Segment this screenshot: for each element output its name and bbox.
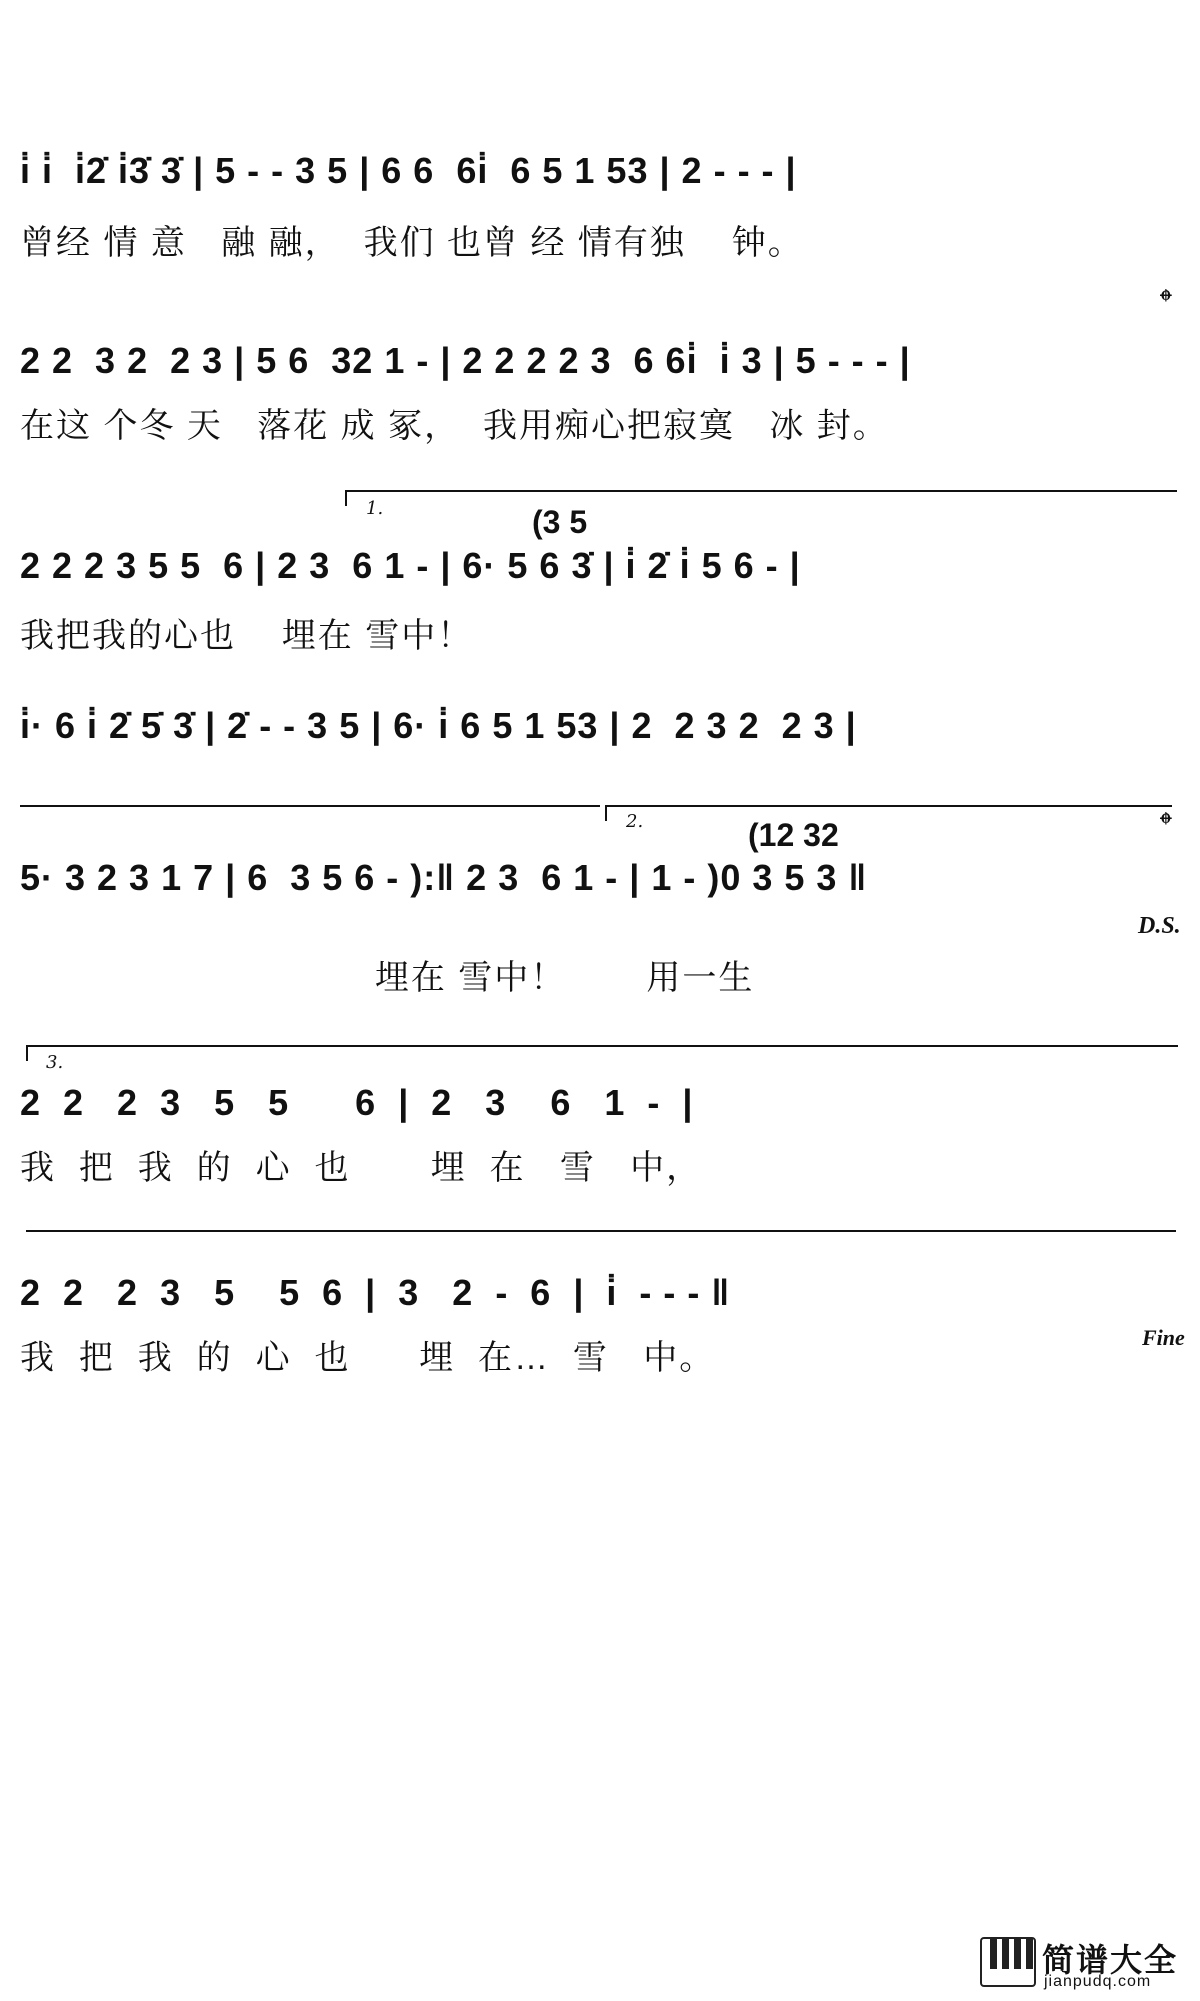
fine-marking: Fine <box>1142 1325 1185 1350</box>
site-logo <box>980 1935 1190 1995</box>
piano-icon <box>980 1937 1036 1987</box>
lyrics-line-6: 我 把 我 的 心 也 埋 在 雪 中， <box>20 1149 703 1187</box>
volta-bracket-3 <box>26 1045 1178 1061</box>
volta-bracket-2 <box>605 805 1172 821</box>
volta-label-3: 3. <box>46 1052 64 1073</box>
notes-line-7: 2 2 2 3 5 5 6 | 3 2 - 6 | i̇ - - - ‖ <box>20 1272 731 1313</box>
logo-title: 简谱大全 <box>1042 1942 1179 1978</box>
volta-bracket-end <box>26 1230 1176 1246</box>
logo-url: jianpudq.com <box>1044 1973 1152 1990</box>
ds-marking: D.S. <box>1138 913 1181 939</box>
notes-line-1: i̇ i̇ i̇2̇ i̇3̇ 3̇ | 5 - - 3 5 | 6 6 6i̇ 6 5 1 53 | 2 - - - | <box>20 150 797 191</box>
intro-notes-2: (12 32 <box>748 817 839 853</box>
coda-sign-2: 𝄌 <box>1160 805 1172 845</box>
intro-notes-1: (3 5 <box>532 504 588 540</box>
volta-label-1: 1. <box>366 498 384 519</box>
notes-line-3: 2 2 2 3 5 5 6 | 2 3 6 1 - | 6· 5 6 3̇ | i̇ 2̇ i̇ 5 6 - | <box>20 545 801 586</box>
volta-label-2: 2. <box>626 811 644 832</box>
volta-bracket-1 <box>345 490 1177 506</box>
notes-line-6: 2 2 2 3 5 5 6 | 2 3 6 1 - | <box>20 1082 694 1123</box>
notes-line-2: 2 2 3 2 2 3 | 5 6 32 1 - | 2 2 2 2 3 6 6i̇ i̇ 3 | 5 - - - | <box>20 340 911 381</box>
lyrics-line-1: 曾经 情 意 融 融， 我们 也曾 经 情有独 钟。 <box>20 224 804 262</box>
coda-sign: 𝄌 <box>1160 282 1172 322</box>
volta-bracket-left <box>20 805 600 821</box>
notes-line-4: i̇· 6 i̇ 2̇ 5̇ 3̇ | 2̇ - - 3 5 | 6· i̇ 6 5 1 53 | 2 2 3 2 2 3 | <box>20 705 857 746</box>
notes-line-5: 5· 3 2 3 1 7 | 6 3 5 6 - ):‖ 2 3 6 1 - | 1 - )0 3 5 3 ‖ <box>20 857 868 898</box>
lyrics-line-3: 我把我的心也 埋在 雪中！ <box>20 617 474 655</box>
lyrics-line-5: 埋在 雪中！ 用一生 <box>20 959 755 997</box>
lyrics-line-2: 在这 个冬 天 落花 成 冢， 我用痴心把寂寞 冰 封。 <box>20 407 889 445</box>
lyrics-line-7: 我 把 我 的 心 也 埋 在… 雪 中。 <box>20 1339 716 1377</box>
